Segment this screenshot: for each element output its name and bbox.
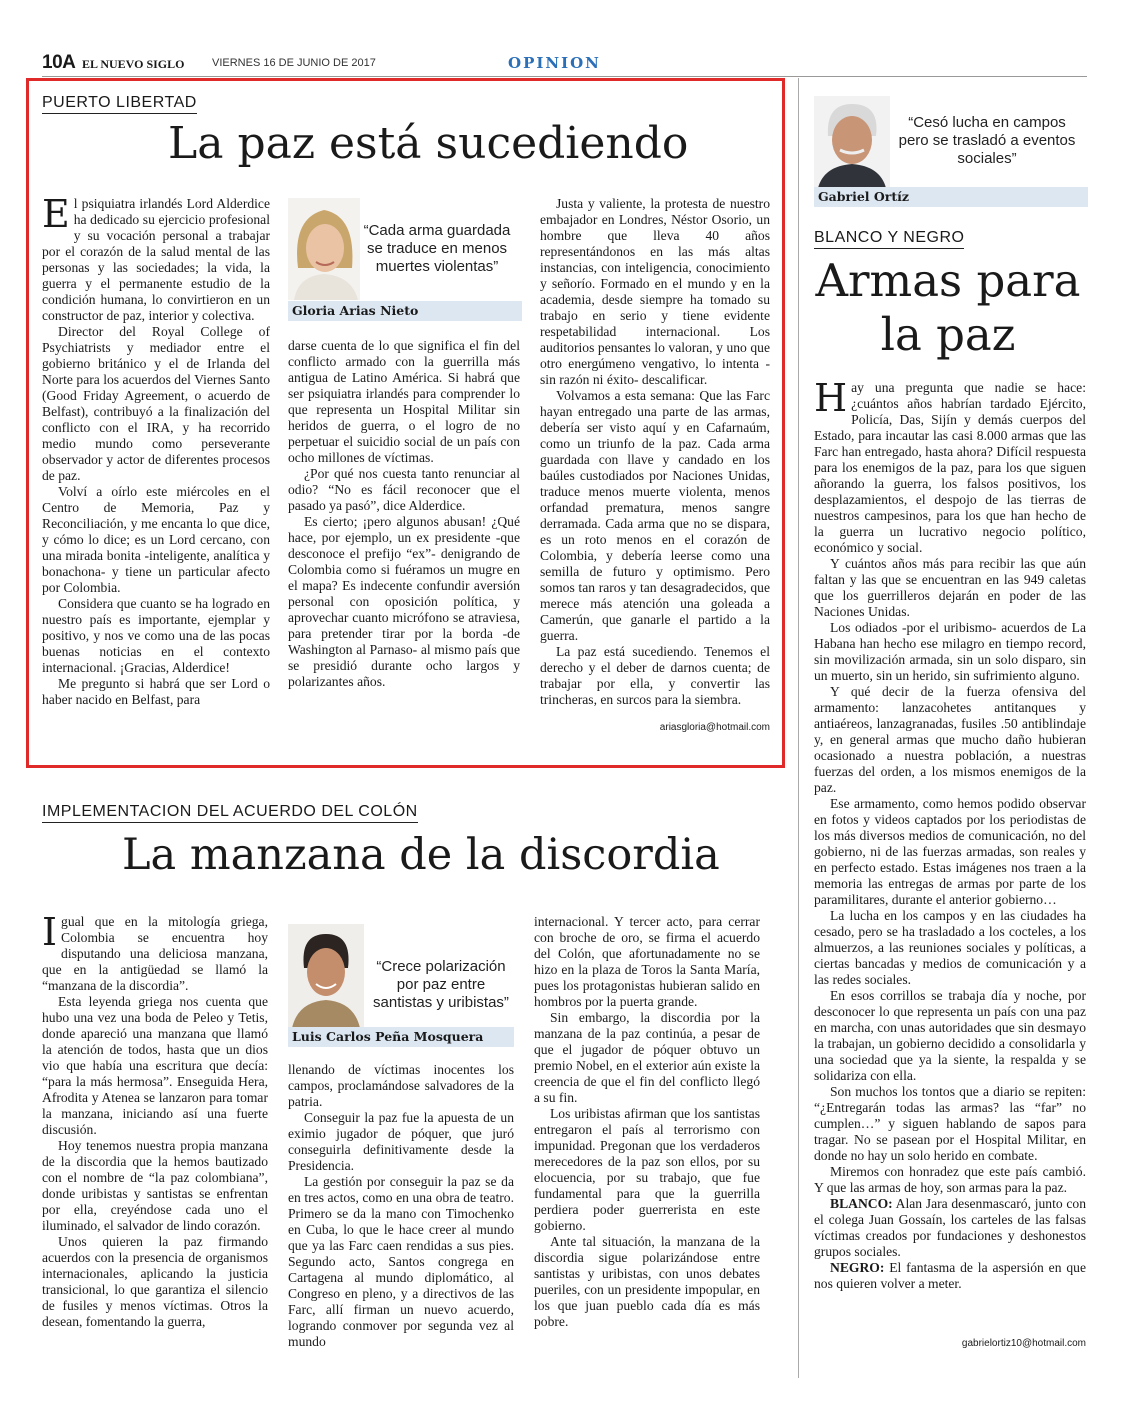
author-portrait-gloria: [288, 198, 360, 300]
paragraph: La paz está sucediendo. Tenemos el derecho y el deber de darnos cuenta; de trabajar por ella, y convertir las trincheras, en surcos para la siembra.: [540, 644, 770, 706]
article3-pull-quote: “Crece polarización por paz entre santistas y uribistas”: [373, 958, 509, 1011]
paragraph: La lucha en los campos y en las ciudades ha cesado, pero se ha trasladado a los cocteles, a los almuerzos, a las reuniones sociales y políticas, a ciertas bancadas y medios de comunicación y a las redes sociales.: [814, 908, 1086, 987]
paragraph: darse cuenta de lo que significa el fin del conflicto armado con la guerrilla más antigua de Latino América. Si habrá que ser psiquiatra irlandés para comprender lo que representa un Hospital Militar sin heridos de guerra, o el logro de no perpetuar el suicidio social de un país con ocho millones de víctimas.: [288, 338, 520, 465]
article3-author: Luis Carlos Peña Mosquera: [288, 1027, 514, 1047]
paragraph: El psiquiatra irlandés Lord Alderdice ha dedicado su ejercicio profesional y su vocación personal a trabajar por el corazón de la salud mental de las personas y las sociedades; la vida, la guerra y el permanente estudio de la condición humana, lo convirtieron en un constructor de paz, interior y colectiva.: [42, 196, 270, 323]
author-portrait-gabriel: [814, 96, 890, 188]
paragraph: Igual que en la mitología griega, Colombia se encuentra hoy disputando una deliciosa manzana, que en la antigüedad se llamó la “manzana de la discordia”.: [42, 914, 268, 993]
article1-title: La paz está sucediendo: [168, 118, 689, 169]
article2-body: [814, 380, 1086, 1330]
paragraph: Me pregunto si habrá que ser Lord o haber nacido en Belfast, para: [42, 676, 270, 707]
article2-title: [814, 254, 1082, 362]
article1-author: Gloria Arias Nieto: [288, 301, 522, 321]
paragraph: Y qué decir de la fuerza ofensiva del armamento: lanzacohetes antitanques y antiaéreos, lanzagranadas, fusiles .50 antiblindaje y, en general armas que mucho daño hubieran ocasionado a nuestra población, a nuestras fuerzas del orden, a los mismos enemigos de la paz.: [814, 684, 1086, 795]
newspaper-name: EL NUEVO SIGLO: [82, 57, 185, 71]
paragraph: Esta leyenda griega nos cuenta que hubo una vez una boda de Peleo y Tetis, donde apareció una manzana que llamó la atención de todos, hasta que un dios vio que había una escritura que decía: “para la más hermosa”. Enseguida Hera, Afrodita y Atenea se lanzaron para tomar la manzana, iniciando así una fuerte discusión.: [42, 994, 268, 1137]
paragraph: Y cuántos años más para recibir las que aún faltan y las que se encuentran en las 949 caletas que los guerrilleros dejarán en poder de las Naciones Unidas.: [814, 556, 1086, 619]
column-divider: [798, 78, 799, 1378]
article2-pull-quote: “Cesó lucha en campos pero se trasladó a eventos sociales”: [898, 114, 1076, 167]
article3-kicker: IMPLEMENTACION DEL ACUERDO DEL COLÓN: [42, 803, 418, 823]
paragraph: Los odiados -por el uribismo- acuerdos de La Habana han hecho ese milagro en tiempo record, sin movilización armada, sin un solo disparo, sin un muerto, sin un herido, sin sufrimiento alguno.: [814, 620, 1086, 683]
paragraph: Son muchos los tontos que a diario se repiten: “¿Entregarán todas las armas? las “far” no cumplen…” y siguen hablando de sapos para tragar. No se pasean por el Hospital Militar, en donde no hay un solo herido en combate.: [814, 1084, 1086, 1163]
paragraph: Es cierto; ¡pero algunos abusan! ¿Qué hace, por ejemplo, un ex presidente -que desconoce el prefijo “ex”- denigrando de Colombia como si fuéramos un mugre en el mapa? Es indecente confundir aversión personal con oposición política, y aprovechar cuanto micrófono se atraviesa, para pretender tirar por la borda -de Washington al Parnaso- al mismo país que se presidió durante ocho largos y polarizantes años.: [288, 514, 520, 689]
article1-column-1: [42, 196, 270, 736]
paragraph: Volví a oírlo este miércoles en el Centro de Memoria, Paz y Reconciliación, y me encanta lo que dice, y cómo lo dice; es un Lord cercano, con una mirada bonita -inteligente, analítica y bonachona- y tiene un particular afecto por Colombia.: [42, 484, 270, 595]
paragraph: ¿Por qué nos cuesta tanto renunciar al odio? “No es fácil reconocer que el pasado ya pasó”, dice Alderdice.: [288, 466, 520, 513]
article1-pull-quote: “Cada arma guardada se traduce en menos muertes violentas”: [363, 222, 511, 275]
article3-title: La manzana de la discordia: [122, 830, 720, 880]
article1-column-2: [288, 338, 520, 738]
paragraph: Conseguir la paz fue la apuesta de un eximio jugador de póquer, que juró conseguirla definitivamente desde la Presidencia.: [288, 1110, 514, 1173]
paragraph: Justa y valiente, la protesta de nuestro embajador en Londres, Néstor Osorio, un hombre que lleva 40 años representándonos en las más altas instancias, con inteligencia, conocimiento y señorío. Formado en el mundo y en la academia, desde siempre ha tomado su trabajo en serio y tiene evidente respetabilidad internacional. Los auditorios pensantes lo valoran, y uno que otro energúmeno vengativo, lo intenta -sin razón ni éxito- descalificar.: [540, 196, 770, 387]
paragraph: Ante tal situación, la manzana de la discordia sigue polarizándose entre santistas y uribistas, con unos debates pueriles, con un presidente impopular, en los que juan pueblo cada día es más pobre.: [534, 1234, 760, 1329]
paragraph: Hay una pregunta que nadie se hace: ¿cuántos años habrían tardado Ejército, Policía, Das, Sijín y demás cuerpos del Estado, para incautar las casi 8.000 armas que las Farc han entregado, hasta ahora? Difícil respuesta para los enemigos de la paz, para los que siguen añorando la guerra, los falsos positivos, los desplazamientos, el despojo de las tierras de nuestros campesinos, para los que han hecho de la guerra un lucrativo negocio político, económico y social.: [814, 380, 1086, 555]
paragraph: Volvamos a esta semana: Que las Farc hayan entregado una parte de las armas, debería ser visto aquí y en Cafarnaúm, como un triunfo de la paz. Cada arma guardada con llave y candado en los baúles custodiados por Naciones Unidas, traduce menos muerte violenta, menos orfandad prematura, menos sangre derramada. Cada arma que no se dispara, es un roto menos en el corazón de Colombia, y debería leerse como una semilla de futuro y optimismo. Pero somos tan raros y tan desagradecidos, que merece más atención una goleada a Camerún, que ganarle el partido a la guerra.: [540, 388, 770, 643]
article3-column-1: [42, 914, 268, 1354]
article2-author-email: gabrielortiz10@hotmail.com: [961, 1338, 1086, 1349]
article1-column-3: [540, 196, 770, 706]
paragraph: Miremos con honradez que este país cambió. Y que las armas de hoy, son armas para la paz.: [814, 1164, 1086, 1195]
drop-cap: I: [42, 914, 58, 954]
article2-title-line-1: Armas para: [815, 254, 1081, 307]
paragraph: Hoy tenemos nuestra propia manzana de la discordia que la hemos bautizado con el nombre de “la paz colombiana”, donde uribistas y santistas se enfrentan por ella, creyéndose cada uno el iluminado, el salvador de lindo corazón.: [42, 1138, 268, 1233]
paragraph: Director del Royal College of Psychiatrists y mediador entre el gobierno británico y el de Irlanda del Norte para los acuerdos del Viernes Santo (Good Friday Agreement, o acuerdo de Belfast), contribuyó a la finalización del conflicto con el IRA, y ha recorrido medio mundo como perseverante observador y actor de diferentes procesos de paz.: [42, 324, 270, 483]
page-number: 10A: [42, 52, 76, 73]
paragraph: Ese armamento, como hemos podido observar en fotos y videos captados por los periodistas de los más diversos medios de comunicación, no del gobierno, ni de las fuerzas armadas, son reales y en perfecto estado. Estas imágenes nos traen a la memoria las entregas de armas por parte de los paramilitares, durante el anterior gobierno…: [814, 796, 1086, 907]
drop-cap: E: [42, 196, 70, 236]
article2-kicker: BLANCO Y NEGRO: [814, 229, 964, 249]
paragraph: Considera que cuanto se ha logrado en nuestro país es importante, ejemplar y positivo, y nos ve como una de las pocas buenas noticias en el contexto internacional. ¡Gracias, Alderdice!: [42, 596, 270, 675]
article3-column-2: [288, 1062, 514, 1354]
article2-author: Gabriel Ortíz: [814, 187, 1088, 207]
paragraph: internacional. Y tercer acto, para cerrar con broche de oro, se firma el acuerdo del Colón, que afortunadamente no se hizo en la plaza de Toros la Santa María, pues los protagonistas hubieran salido en hombros por la puerta grande.: [534, 914, 760, 1009]
article3-column-3: [534, 914, 760, 1354]
article2-title-line-2: la paz: [880, 308, 1016, 361]
paragraph-negro: NEGRO: El fantasma de la aspersión en que nos quieren volver a meter.: [814, 1260, 1086, 1291]
article1-author-email: ariasgloria@hotmail.com: [659, 722, 770, 733]
paragraph: Unos quieren la paz firmando acuerdos con la presencia de organismos internacionales, aplicando la justicia transicional, lo que garantiza el silencio de fusiles y menos víctimas. Otros la desean, fomentando la guerra,: [42, 1234, 268, 1329]
article1-kicker: PUERTO LIBERTAD: [42, 94, 197, 114]
section-name: OPINION: [508, 54, 601, 72]
paragraph: llenando de víctimas inocentes los campos, proclamándose salvadores de la patria.: [288, 1062, 514, 1109]
paragraph: En esos corrillos se trabaja día y noche, por desconocer lo que representa un país con una paz en marcha, con unas autoridades que sin desmayo la trabajan, un gobierno decidido a consolidarla y una sociedad que ya la siente, la respalda y se solidariza con ella.: [814, 988, 1086, 1083]
paragraph: Sin embargo, la discordia por la manzana de la paz continúa, a pesar de que el jugador de póquer obtuvo un premio Nobel, en el exterior aún existe la creencia de que el fin del conflicto llegó a su fin.: [534, 1010, 760, 1105]
paragraph: Los uribistas afirman que los santistas entregaron el país al terrorismo con impunidad. Pregonan que los verdaderos merecedores de la paz son ellos, por su elocuencia, por su trabajo, que fue fundamental para que la guerrilla perdiera poder guerrerista en este gobierno.: [534, 1106, 760, 1233]
drop-cap: H: [814, 380, 848, 420]
issue-date: VIERNES 16 DE JUNIO DE 2017: [212, 57, 376, 69]
paragraph: La gestión por conseguir la paz se da en tres actos, como en una obra de teatro. Primero se da la mano con Timochenko en Cuba, lo que le hace creer al mundo que ya las Farc caen rendidas a sus pies. Segundo acto, Santos congrega en Cartagena al mundo diplomático, al Congreso en pleno, y a directivos de las Farc, allí firman un nuevo acuerdo, logrando conmover por segunda vez al mundo: [288, 1174, 514, 1349]
author-portrait-luis: [288, 924, 364, 1028]
page-header: [42, 52, 1087, 77]
paragraph-blanco: BLANCO: Alan Jara desenmascaró, junto con el colega Juan Gossaín, los carteles de las falsas víctimas creados por fundaciones y deshonestos grupos sociales.: [814, 1196, 1086, 1259]
